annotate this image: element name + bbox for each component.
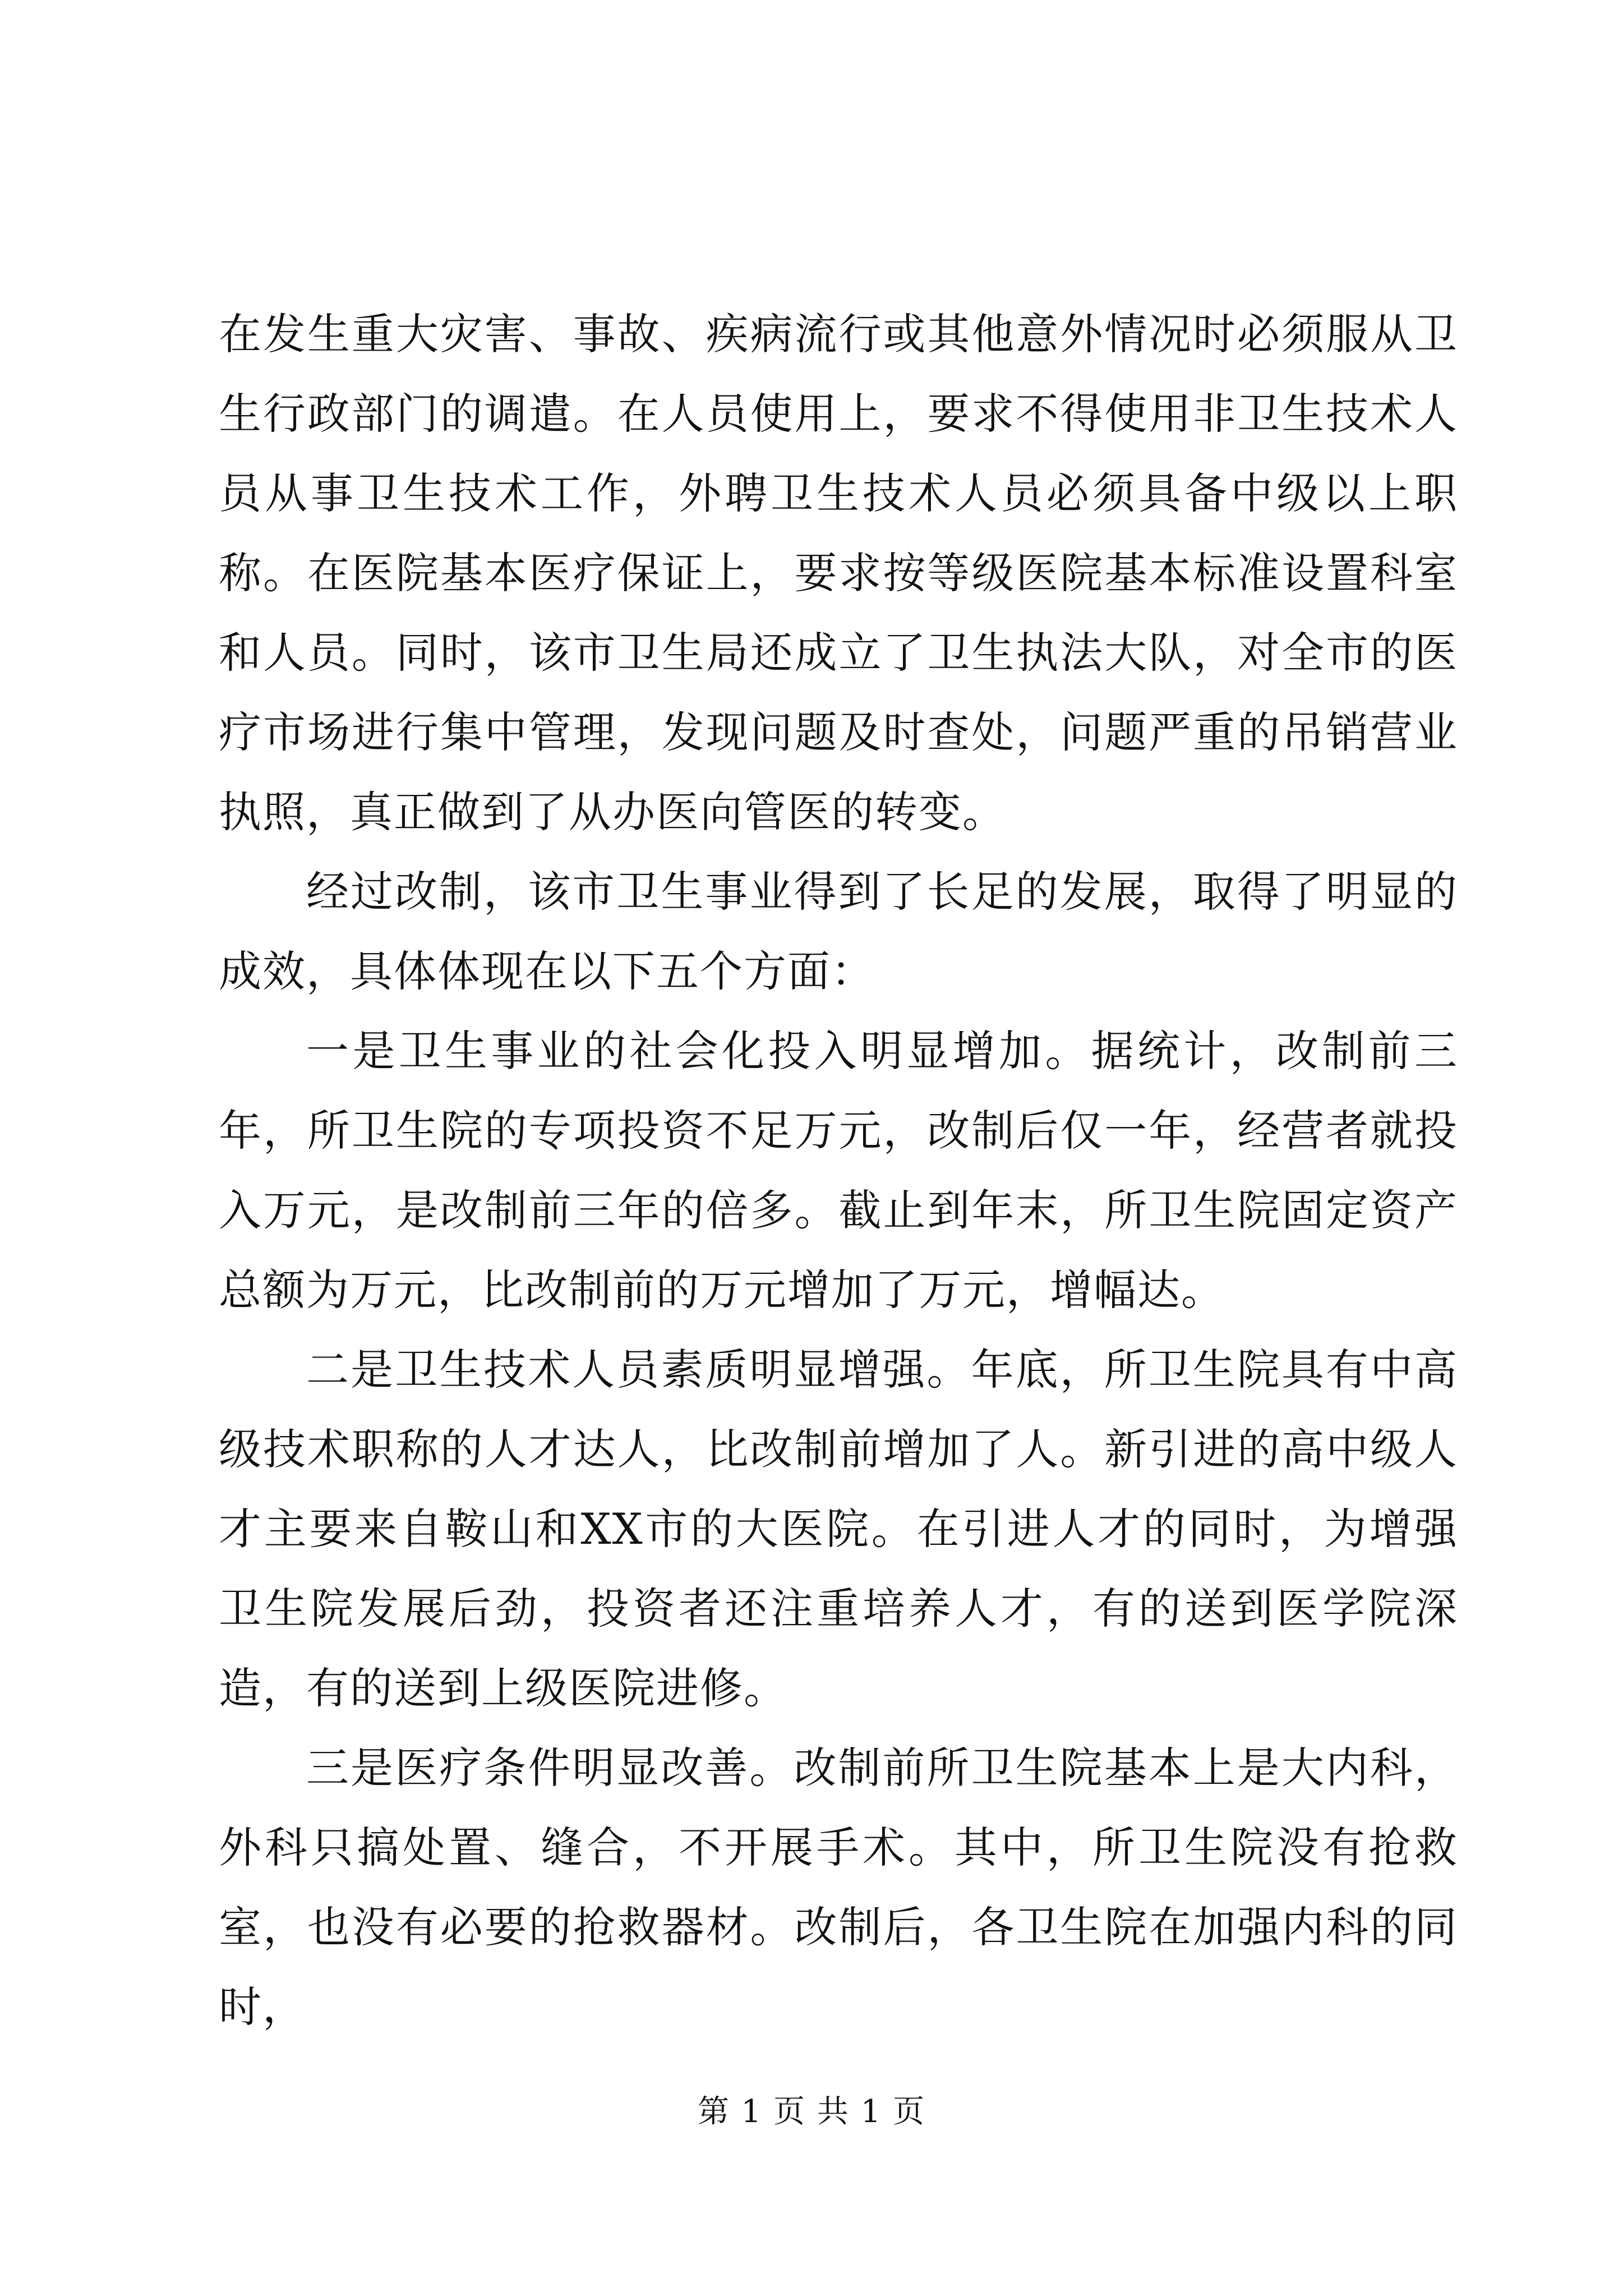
paragraph-1: 在发生重大灾害、事故、疾病流行或其他意外情况时必须服从卫生行政部门的调遣。在人员使用上，要求不得使用非卫生技术人员从事卫生技术工作，外聘卫生技术人员必须具备中级以上职称。在医院基本医疗保证上，要求按等级医院基本标准设置科室和人员。同时，该市卫生局还成立了卫生执法大队，对全市的医疗市场进行集中管理，发现问题及时查处，问题严重的吊销营业执照，真正做到了从办医向管医的转变。 xyxy=(219,309,1458,837)
paragraph-4: 二是卫生技术人员素质明显增强。年底，所卫生院具有中高级技术职称的人才达人，比改制前增加了人。新引进的高中级人才主要来自鞍山和XX市的大医院。在引进人才的同时，为增强卫生院发展后劲，投资者还注重培养人才，有的送到医学院深造，有的送到上级医院进修。 xyxy=(219,1345,1458,1713)
document-body xyxy=(219,295,1458,2047)
page-footer: 第 1 页 共 1 页 xyxy=(697,2093,926,2130)
paragraph-3: 一是卫生事业的社会化投入明显增加。据统计，改制前三年，所卫生院的专项投资不足万元，改制后仅一年，经营者就投入万元，是改制前三年的倍多。截止到年末，所卫生院固定资产总额为万元，比改制前的万元增加了万元，增幅达。 xyxy=(219,1026,1458,1315)
paragraph-2: 经过改制，该市卫生事业得到了长足的发展，取得了明显的成效，具体体现在以下五个方面： xyxy=(219,867,1458,996)
paragraph-5: 三是医疗条件明显改善。改制前所卫生院基本上是大内科，外科只搞处置、缝合，不开展手术。其中，所卫生院没有抢救室，也没有必要的抢救器材。改制后，各卫生院在加强内科的同时， xyxy=(219,1743,1458,2032)
